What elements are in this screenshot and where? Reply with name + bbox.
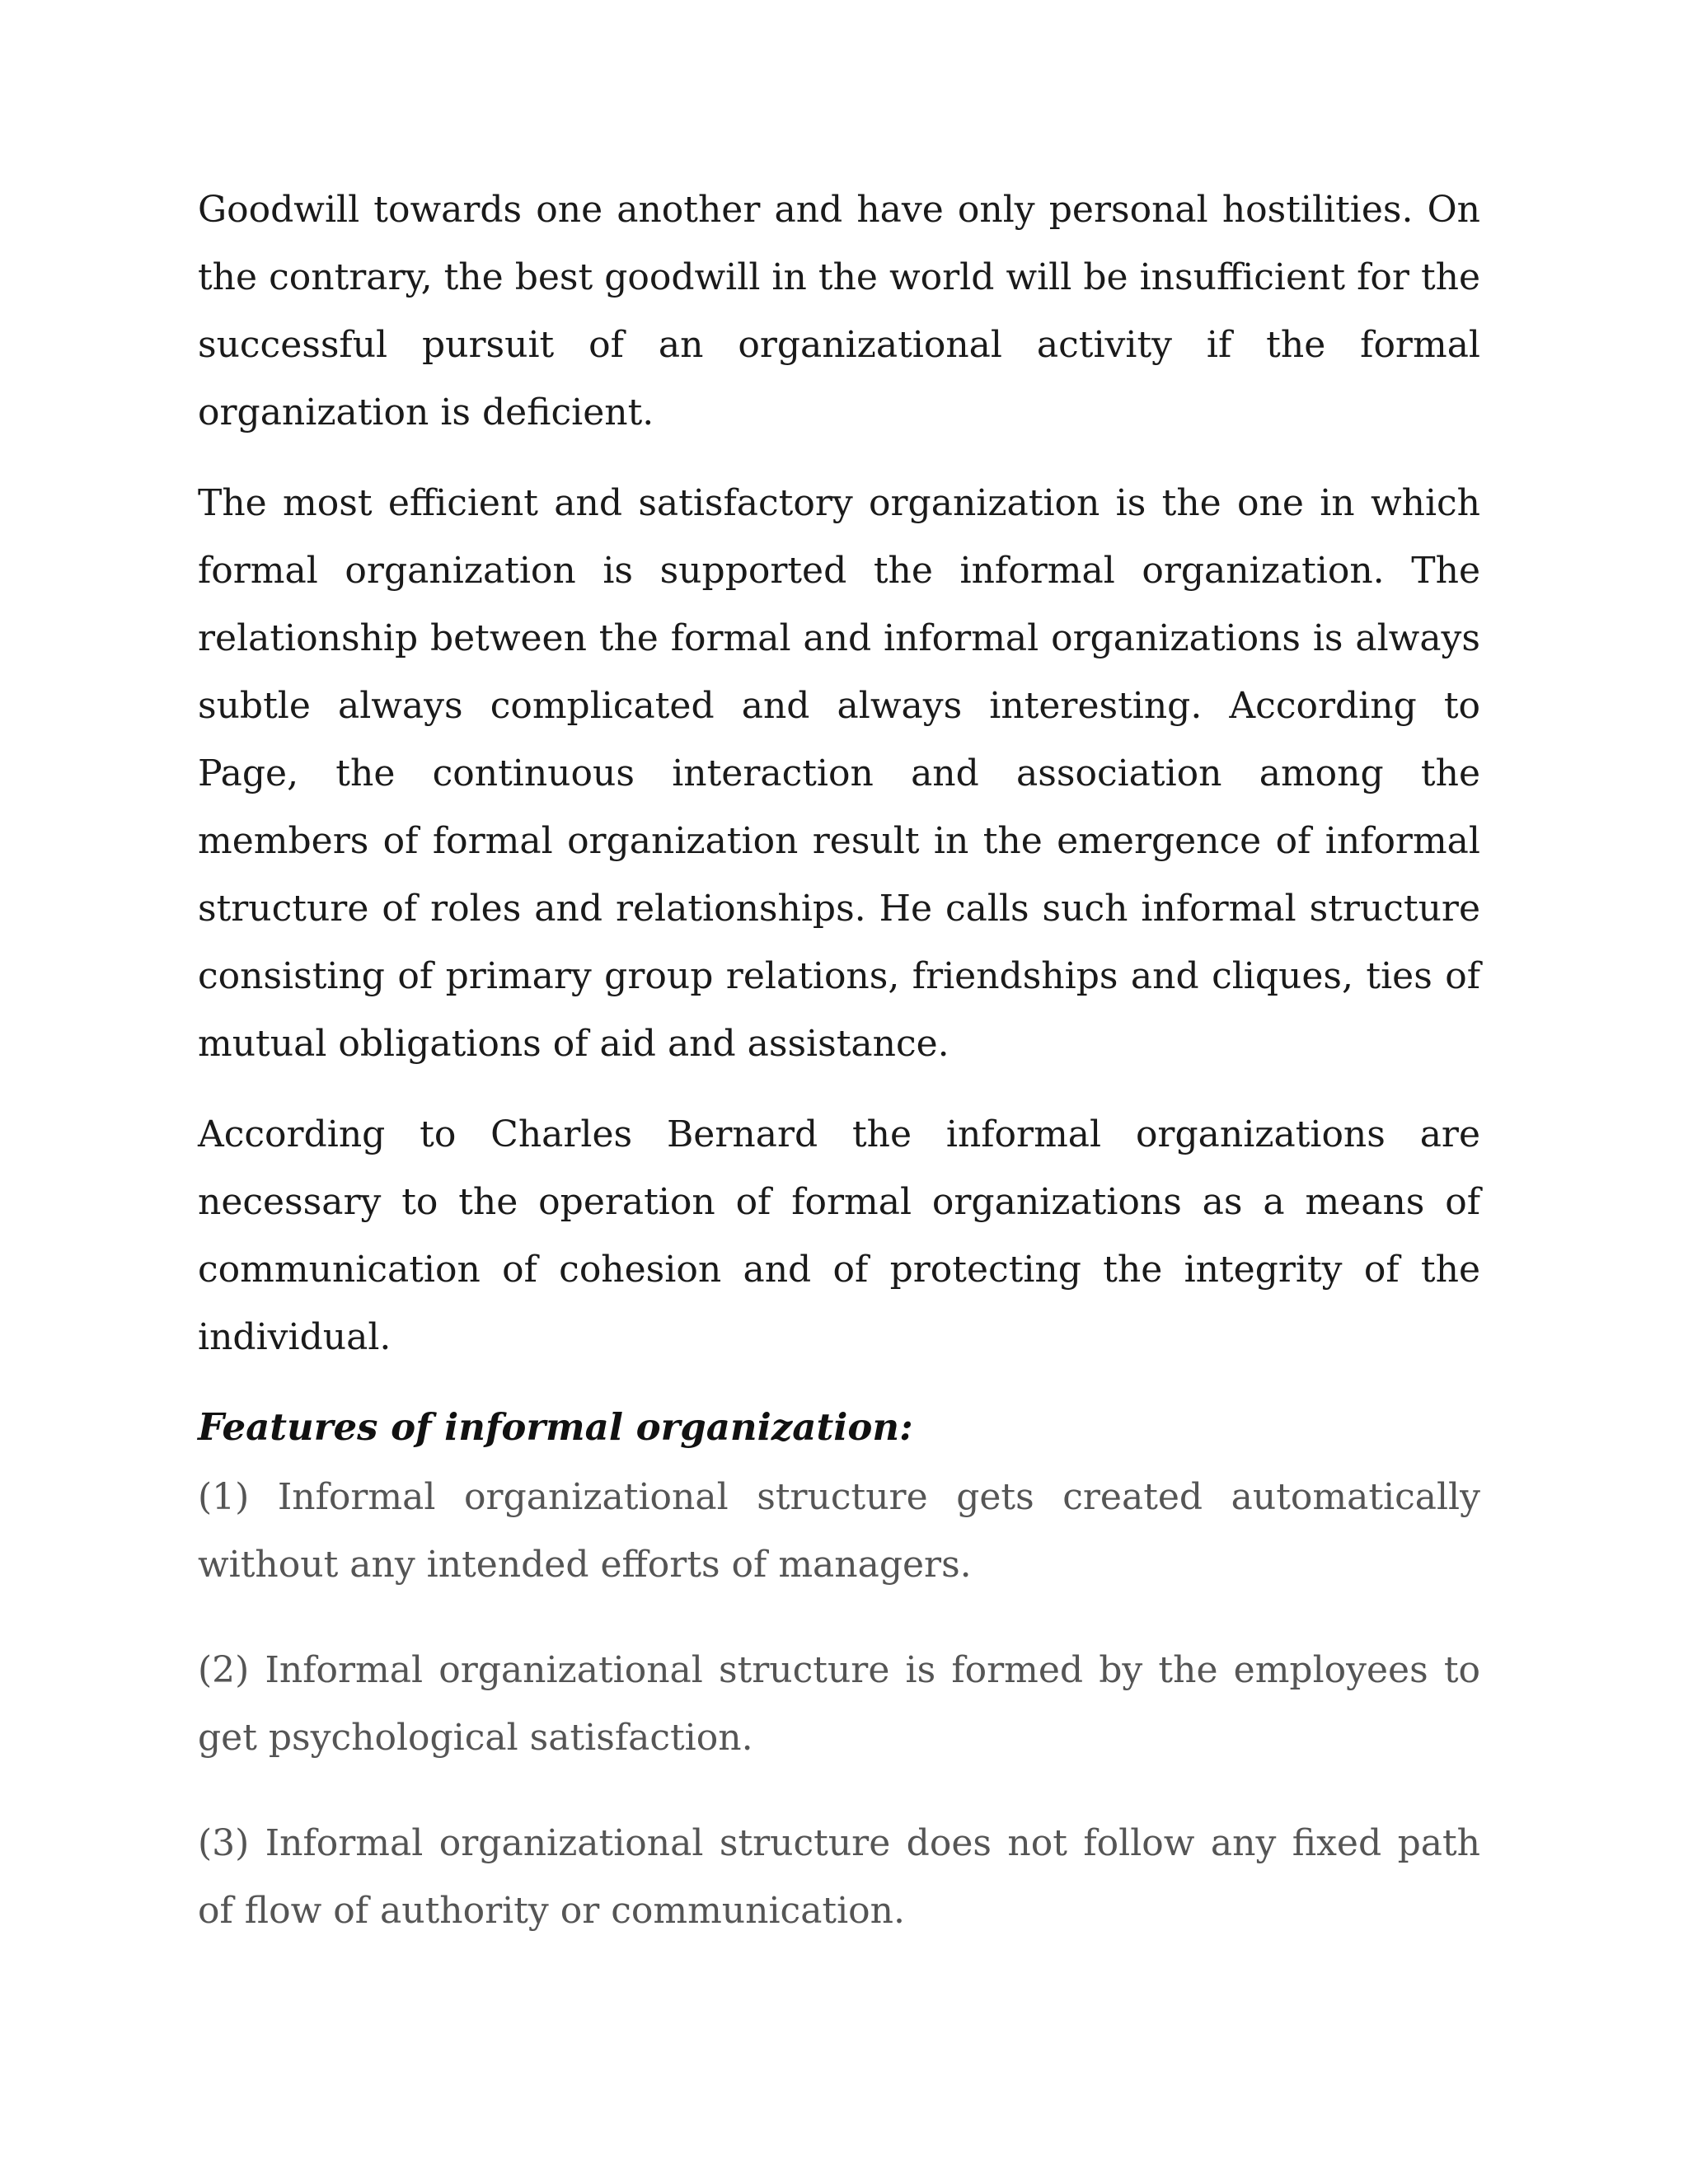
feature-item-3: (3) Informal organizational structure does not follow any fixed path of flow of authority or communication. (198, 1822, 1480, 1932)
feature-item-2: (2) Informal organizational structure is formed by the employees to get psychological satisfaction. (198, 1649, 1480, 1759)
features-heading: Features of informal organization: (198, 1405, 913, 1449)
paragraph-charles-bernard: According to Charles Bernard the informal organizations are necessary to the operation of formal organizations as a means of communication of cohesion and of protecting the integrity of the individual. (198, 1113, 1480, 1358)
page-content (198, 176, 1480, 1983)
feature-item-1: (1) Informal organizational structure gets created automatically without any intended efforts of managers. (198, 1476, 1480, 1586)
paragraph-goodwill: Goodwill towards one another and have only personal hostilities. On the contrary, the best goodwill in the world will be insufficient for the successful pursuit of an organizational activity if the formal organization is deficient. (198, 189, 1480, 434)
paragraph-efficient-organization: The most efficient and satisfactory organization is the one in which formal organization is supported the informal organization. The relationship between the formal and informal organizations is always subtle always complicated and always interesting. According to Page, the continuous interaction and association among the members of formal organization result in the emergence of informal structure of roles and relationships. He calls such informal structure consisting of primary group relations, friendships and cliques, ties of mutual obligations of aid and assistance. (198, 482, 1480, 1065)
